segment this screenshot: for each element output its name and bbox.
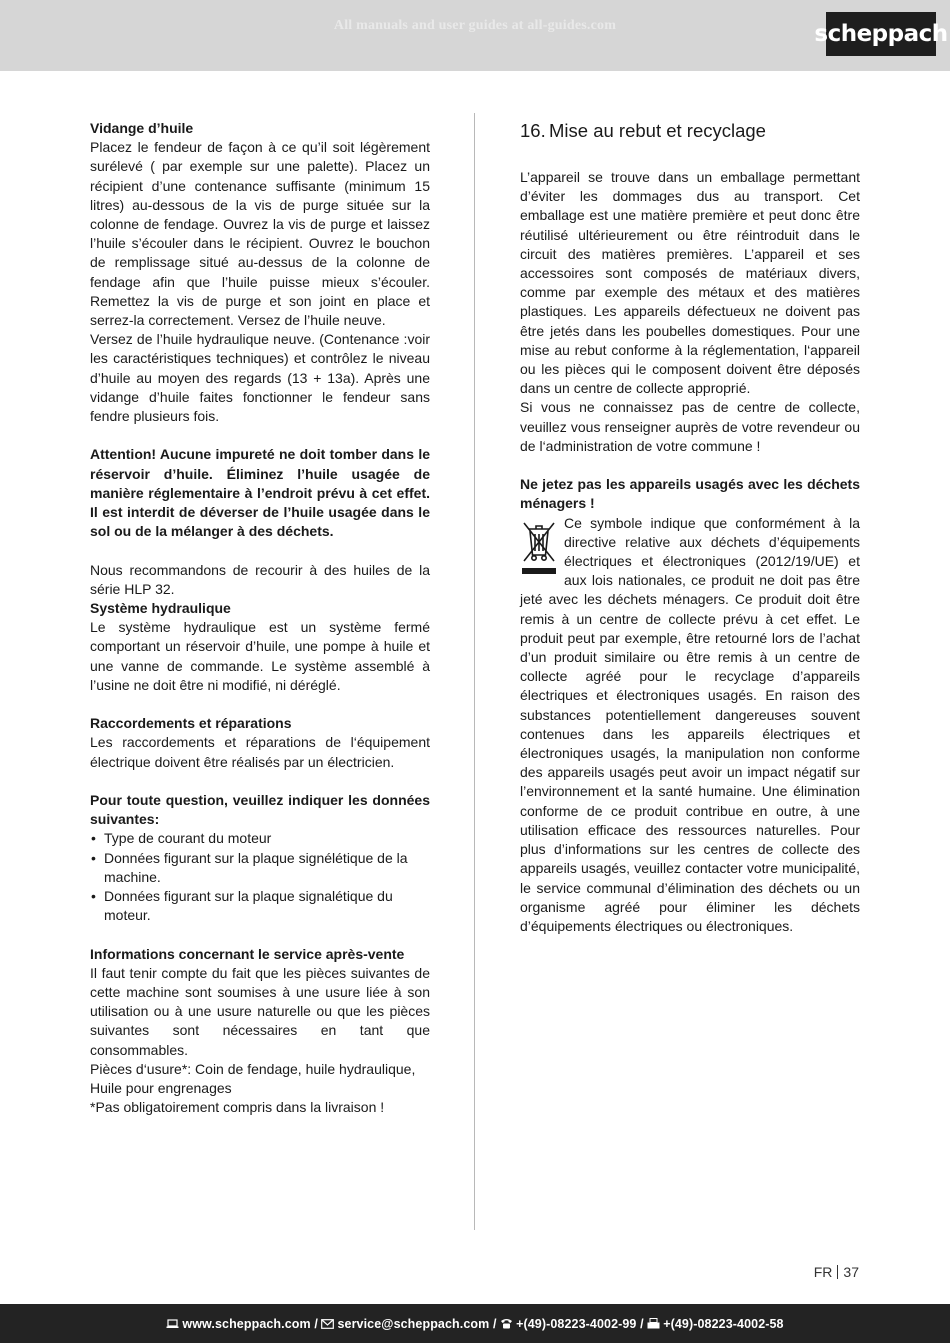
telephone-icon [500,1318,513,1329]
service-text-1: Il faut tenir compte du fait que les pièces suivantes de cette machine sont soumises à une usure liée à son utilisation ou à une usure naturelle ou que les pièces suivantes sont nécessaires en tant que consommables. [90,964,430,1058]
oil-change-text-1: Placez le fendeur de façon à ce qu’il soit légèrement surélevé ( par exemple sur une palette). Placez un récipient d’une contenance suffisante (minimum 15 litres) au-dessous de la vis de purge située sur la colonne de fendage. Ouvrez la vis de purge et laissez l’huile s’écouler dans le récipient. Ouvrez le bouchon de remplissage situé au-dessus de la colonne de fendage afin que l’huile puisse mieux s’écouler. Remettez la vis de purge et son joint en place et serrez-la correctement. Versez de l’huile neuve. [90,139,430,329]
fax-number[interactable]: +(49)-08223-4002-58 [663,1316,784,1331]
service-text-2: Pièces d‘usure*: Coin de fendage, huile hydraulique, Huile pour engrenages [90,1060,416,1097]
footer-separator: / [492,1316,497,1331]
section-title [520,119,860,143]
section-number: 16. [520,120,546,141]
envelope-icon [321,1319,334,1329]
contact-footer [0,1304,950,1343]
phone-number[interactable]: +(49)-08223-4002-99 [516,1316,637,1331]
list-item: • Données figurant sur la plaque signélétique de la machine. [90,849,430,887]
connections-heading: Raccordements et réparations [90,715,292,732]
left-column [90,119,430,1117]
email-link[interactable]: service@scheppach.com [337,1316,490,1331]
hydraulic-heading: Système hydraulique [90,600,231,617]
question-list [90,829,430,925]
disposal-paragraph-2: Si vous ne connaissez pas de centre de collecte, veuillez vous renseigner auprès de votre revendeur ou de l‘administration de votre commune ! [520,399,860,454]
page-number-value: 37 [843,1264,859,1280]
list-item: • Type de courant du moteur [90,829,430,848]
scheppach-logo: scheppach [826,12,936,56]
crossed-out-wheelie-bin-icon [520,519,558,577]
column-divider [474,113,475,1230]
footer-separator: / [314,1316,318,1331]
fax-icon [647,1318,660,1329]
watermark-text: All manuals and user guides at all-guides.com [333,18,617,33]
right-column [520,119,860,936]
disposal-paragraph-1: L’appareil se trouve dans un emballage permettant d’éviter les dommages dus au transport. Cet emballage est une matière première et peut donc être réutilisé ultérieurement ou être réintroduit dans le circuit des matières premières. L’appareil et ses accessoires sont composés de matériaux divers, comme par exemple des métaux et des matières plastiques. Les appareils défectueux ne doivent pas être jetés dans les poubelles domestiques. Pour une mise au rebut conforme à la réglementation, l‘appareil ou les pièces qui le composent doivent être déposés dans un centre de collecte approprié. [520,169,860,397]
list-item: • Données figurant sur la plaque signalétique du moteur. [90,887,430,925]
service-text-3: *Pas obligatoirement compris dans la livraison ! [90,1099,385,1116]
oil-change-heading: Vidange d’huile [90,120,194,136]
page-number [814,1264,859,1280]
weee-text: Ce symbole indique que conformément à la directive relative aux déchets d’équipements électriques et électroniques (2012/19/UE) et aux lois nationales, ce produit ne doit pas être jeté avec les déchets ménagers. Ce produit doit être remis à un centre de collecte prévu à cet effet. Le produit peut par exemple, être retourné lors de l’achat d’un produit similaire ou être remis à un centre de collecte agréé pour le recyclage d’appareils électriques et électroniques usagés. En raison des substances potentiellement dangereuses souvent contenues dans les appareils électriques et électroniques usagés, la manipulation non conforme des appareils usagés peut avoir un impact négatif sur l’environnement et la santé humaine. Une élimination conforme de ce produit contribue en outre, à une utilisation efficace des ressources naturelles. Pour plus d’informations sur les centres de collecte des appareils usagés, veuillez contacter votre municipalité, le service communal d’élimination des déchets ou un organisme agréé pour éliminer les déchets d’équipements électriques ou électroniques. [520,514,860,934]
footer-separator: / [640,1316,644,1331]
oil-recommendation: Nous recommandons de recourir à des huiles de la série HLP 32. [90,561,430,597]
section-title-text: Mise au rebut et recyclage [549,120,766,141]
service-heading: Informations concernant le service après-vente [90,945,405,962]
website-link[interactable]: www.scheppach.com [182,1316,311,1331]
attention-warning: Attention! Aucune impureté ne doit tomber dans le réservoir d’huile. Éliminez l’huile usagée de manière réglementaire à l’endroit prévu à cet effet. Il est interdit de déverser de l’huile usagée dans le sol ou de la mélanger à des déchets. [90,446,430,540]
language-code: FR [813,1264,833,1280]
oil-change-text-2: Versez de l’huile hydraulique neuve. (Contenance :voir les caractéristiques techniques) et contrôlez le niveau d’huile au moyen des regards (13 + 13a). Après une vidange d’huile faites fonctionner le fendeur sans fendre plusieurs fois. [90,331,430,425]
laptop-icon [166,1319,179,1329]
question-heading: Pour toute question, veuillez indiquer les données suivantes: [90,792,430,828]
weee-heading: Ne jetez pas les appareils usagés avec les déchets ménagers ! [520,476,860,512]
connections-text: Les raccordements et réparations de l‘équipement électrique doivent être réalisés par un électricien. [90,734,430,770]
weee-block [520,514,860,936]
header-band [0,0,950,71]
hydraulic-text: Le système hydraulique est un système fermé comportant un réservoir d’huile, une pompe à huile et une vanne de commande. Le système assemblé à l’usine ne doit être ni modifié, ni déréglé. [90,619,430,693]
